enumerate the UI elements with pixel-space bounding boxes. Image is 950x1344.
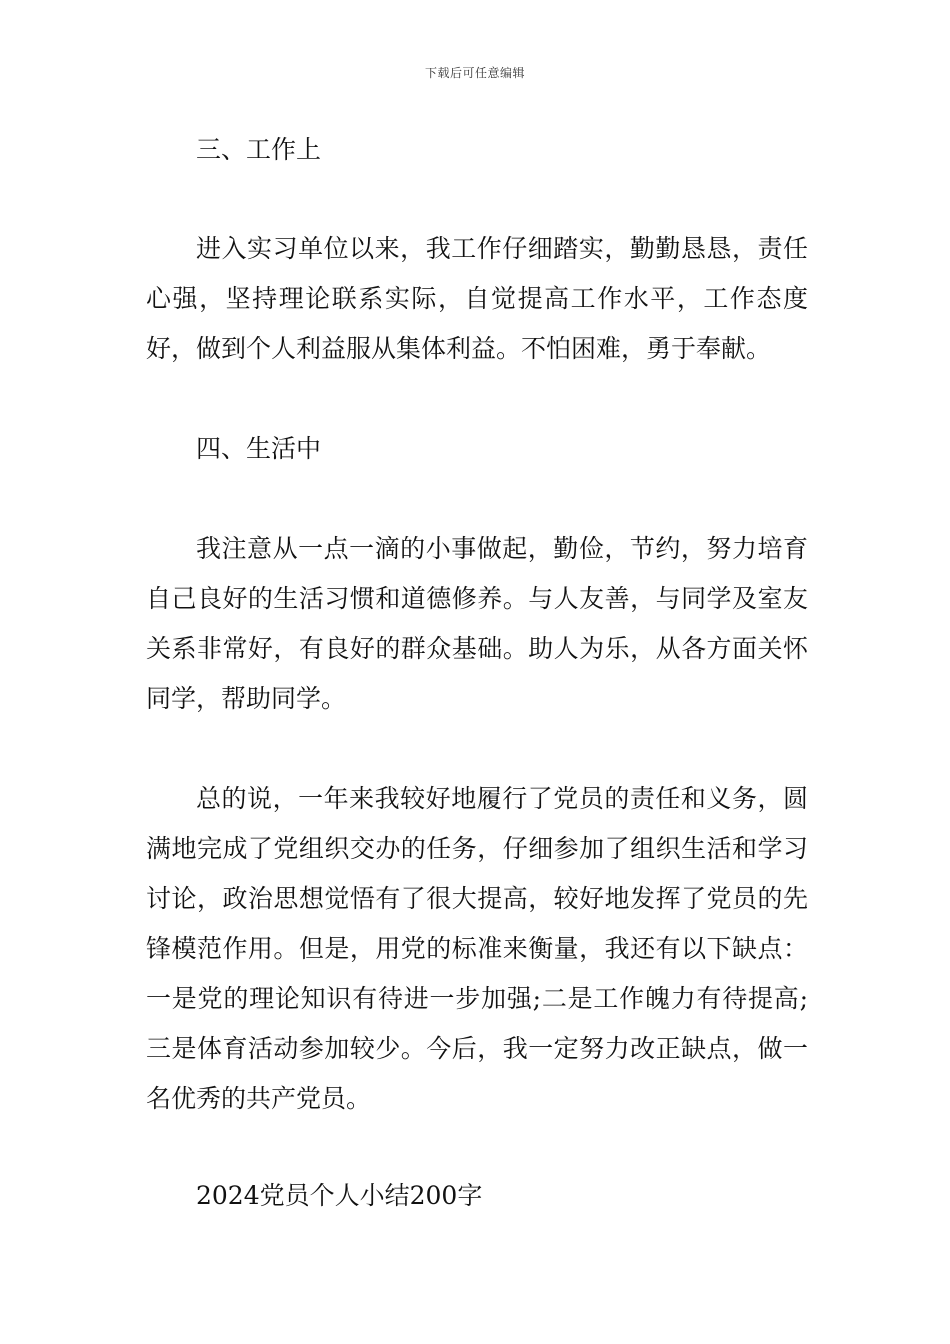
paragraph-work: 进入实习单位以来，我工作仔细踏实，勤勤恳恳，责任心强，坚持理论联系实际，自觉提高工作水平，工作态度好，做到个人利益服从集体利益。不怕困难，勇于奉献。	[146, 234, 808, 363]
section-heading-work: 三、工作上	[196, 135, 322, 164]
header-note: 下载后可任意编辑	[424, 66, 525, 80]
paragraph-life: 我注意从一点一滴的小事做起，勤俭，节约，努力培育自己良好的生活习惯和道德修养。与人友善，与同学及室友关系非常好，有良好的群众基础。助人为乐，从各方面关怀同学，帮助同学。	[146, 534, 808, 713]
paragraph-summary: 总的说，一年来我较好地履行了党员的责任和义务，圆满地完成了党组织交办的任务，仔细参加了组织生活和学习讨论，政治思想觉悟有了很大提高，较好地发挥了党员的先锋模范作用。但是，用党的标准来衡量，我还有以下缺点：一是党的理论知识有待进一步加强;二是工作魄力有待提高;三是体育活动参加较少。今后，我一定努力改正缺点，做一名优秀的共产党员。	[146, 784, 808, 1113]
section-heading-life: 四、生活中	[196, 434, 322, 463]
next-document-title: 2024党员个人小结200字	[196, 1181, 483, 1210]
